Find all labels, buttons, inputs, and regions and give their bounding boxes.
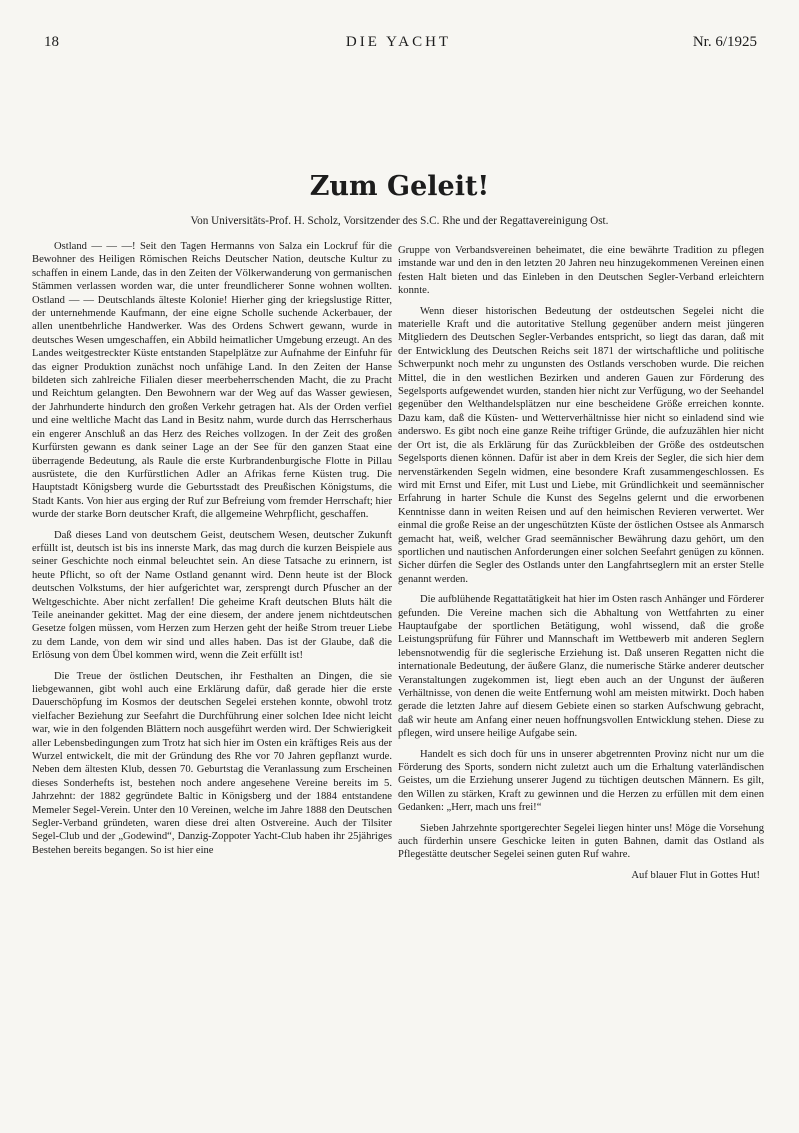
paragraph: Die aufblühende Regattatätigkeit hat hier im Osten rasch Anhänger und Förderer gefunden. Die Vereine machen sich die Abhaltung von Wettfahrten zu einer Hauptaufgabe der sportlichen Betätigung, wohl wissend, daß die große Leistungsprüfung für Führer und Mannschaft im Wettbewerb mit anderen Seglern lebensnotwendig für die seglerische Erziehung ist. Daß unseren Regatten nicht die internationale Bedeutung, der äußere Glanz, die numerische Stärke anderer deutscher Veranstaltungen zugekommen ist, liegt eben auch an der Ungunst der äußeren Verhältnisse, von denen die weite Entfernung wohl am meisten mitwirkt. Doch haben gerade die letzten Jahre auf diesem Gebiete einen so starken Aufschwung gebracht, daß wir heute am Anfang einer neuen hoffnungsvollen Entwicklung stehen. Diese zu pflegen, wird unsere heilige Aufgabe sein.	[398, 594, 764, 740]
page-number: 18	[44, 34, 59, 50]
paragraph: Die Treue der östlichen Deutschen, ihr Festhalten an Dingen, die sie liebgewannen, gibt wohl auch eine Erklärung dafür, daß gerade hier die erste Dauerschöpfung im Kosmos der deutschen Segelei erstehen konnte, obwohl trotz vielfacher Beziehung zur Seefahrt die Durchführung einer solchen Idee nicht leicht war, wie in den folgenden Blättern noch ausgeführt werden wird. Der Schwierigkeit aller Lebensbedingungen zum Trotz hat sich hier im Osten ein kräftiges Reis aus der Wurzel entwickelt, die mit der Gründung des Rhe vor 70 Jahren gepflanzt wurde. Neben dem ältesten Klub, dessen 70. Geburtstag die Veranlassung zum Erscheinen dieses Sonderhefts ist, bestehen noch andere angesehene Vereine bereits im 5. Jahrzehnt: der 1882 gegründete Baltic in Königsberg und der 1884 entstandene Memeler Segel-Verein. Unter den 10 Vereinen, welche im Jahre 1888 den Deutschen Segler-Verband gründeten, waren diese drei alten Ostvereine. Auch der Tilsiter Segel-Club und der „Godewind“, Danzig-Zoppoter Yacht-Club haben ihr 25jähriges Bestehen bereits begangen. So ist hier eine	[32, 670, 392, 856]
paragraph: Ostland — — —! Seit den Tagen Hermanns von Salza ein Lockruf für die Bewohner des Heiligen Römischen Reichs Deutscher Nation, deutsche Kultur zu schaffen in einem Lande, das in den Zeiten der Völkerwanderung von germanischen Stämmen verlassen worden war, die unter freundlicherer Sonne wohnen wollten. Ostland — — Deutschlands älteste Kolonie! Hierher ging der kriegslustige Ritter, der unternehmende Kaufmann, der eine eigne Scholle suchende Ackerbauer, der allen unentbehrliche Handwerker. Was des Ordens Schwert gewann, wurde in deutsches Wesen umgeschaffen, ein Abbild heimatlicher Umgebung erzeugt. An des Landes weitgestreckter Küste entstanden Stapelplätze zur Aufnahme der Einfuhr für das eigner Produktion zunächst noch unfähige Land. In den Zeiten der Hanse bildeten sich zahlreiche Filialen dieser meerbeherrschenden Macht, die zu Pracht und Reichtum gelangten. Den Bewohnern war der Weg auf das Wasser gewiesen, der Jahrhunderte hindurch den großen Verkehr getragen hat. Als der Orden verfiel und eine weltliche Macht das Land in Besitz nahm, wurde durch das Herrscherhaus ein engerer Anschluß an das Herz des Reiches vollzogen. In der Zeit des großen Kurfürsten gewann es dank seiner Lage an der See für den ganzen Staat eine überragende Bedeutung, als Raule die erste Kurbrandenburgische Flotte in Pillau ausrüstete, die den Kurfürstlichen Adler an Afrikas ferne Küsten trug. Die Hauptstadt Königsberg wurde die Geburtsstadt des Preußischen Königstums, die Stadt Kants. Von hier aus erging der Ruf zur Befreiung vom fremder Herrschaft; hier wurde der starke Born deutscher Kraft, die allgemeine Wehrpflicht, geschaffen.	[32, 241, 392, 521]
paragraph: Sieben Jahrzehnte sportgerechter Segelei liegen hinter uns! Möge die Vorsehung auch fürderhin unsere Geschicke leiten in guten Bahnen, damit das Ostland als Pflegestätte deutscher Segelei seinen guten Ruf wahre.	[398, 822, 764, 861]
closing-line: Auf blauer Flut in Gottes Hut!	[631, 869, 760, 881]
page-header	[40, 34, 757, 56]
right-column	[398, 244, 764, 889]
paragraph: Handelt es sich doch für uns in unserer abgetrennten Provinz nicht nur um die Förderung des Sports, sondern nicht zuletzt auch um die Erhaltung vaterländischen Geistes, um die Erziehung unserer Jugend zu tüchtigen deutschen Männern. Es gilt, den Willen zu stärken, Kraft zu gewinnen und die Herzen zu erfüllen mit dem einen Gedanken: „Herr, mach uns frei!“	[398, 748, 764, 814]
magazine-title: DIE YACHT	[345, 34, 452, 50]
article-title: Zum Geleit!	[309, 171, 490, 202]
left-column	[32, 240, 392, 864]
issue-number: Nr. 6/1925	[692, 34, 757, 50]
paragraph: Gruppe von Verbandsvereinen beheimatet, die eine bewährte Tradition zu pflegen imstande war und den in den letzten 20 Jahren neu hinzugekommenen Vereinen einen festen Halt bieten und das Einleben in den Deutschen Segler-Verband erleichtern konnte.	[398, 245, 764, 297]
paragraph: Wenn dieser historischen Bedeutung der ostdeutschen Segelei nicht die materielle Kraft und die autoritative Stellung gegenüber andern meist jüngeren Mitgliedern des Deutschen Segler-Verbandes entspricht, so liegt das daran, daß mit der Entwicklung des Deutschen Reichs seit 1871 der wirtschaftliche und politische Schwerpunkt noch mehr zu ungunsten des Ostlands verschoben wurde. Die reichen Mittel, die in den westlichen Bezirken und anderen Gauen zur Förderung des Segelsports aufgewendet wurden, standen hier nicht zur Verfügung, wo der Seehandel gegenüber den Welthandelsplätzen nur eine bescheidene Größe erreichen konnte. Dazu kam, daß die Küsten- und Wetterverhältnisse hier nicht so einladend sind wie anderswo. Es gibt noch eine ganze Reihe triftiger Gründe, die aufzuzählen hier nicht der Ort ist, die als Erklärung für das Zurückbleiben der Größe des ostdeutschen Segelsports dienen können. Dafür ist aber in dem Kreis der Segler, die sich hier dem nervenstärkenden Segeln widmen, eine besondere Kraft zusammengeschlossen. Es wird mit Ernst und Eifer, mit Lust und Liebe, mit Gründlichkeit und seemännischer Erfahrung in harter Schule die Kunst des Segelns gelernt und die erworbenen Kenntnisse dann in weiten Reisen und auf den heimischen Revieren verwertet. Wer einmal die große Reise an der ungeschützten Küste der östlichen Ostsee als Anmarsch gemacht hat, weiß, welcher Grad seemännischer Bewährung dazu gehört, um den sportlichen und nautischen Anforderungen einer solchen Seefahrt genügen zu können. Sicher dürfen die Segler des Ostlands unter den Langfahrtseglern mit an erster Stelle genannt werden.	[398, 305, 764, 585]
article-byline: Von Universitäts-Prof. H. Scholz, Vorsitzender des S.C. Rhe und der Regattavereinigung Ost.	[190, 215, 609, 227]
paragraph: Daß dieses Land von deutschem Geist, deutschem Wesen, deutscher Zukunft erfüllt ist, deutsch ist bis ins innerste Mark, das mag durch die kurzen Beispiele aus seiner Geschichte noch einmal beleuchtet sein. An diese Tatsache zu erinnern, ist heute Pflicht, so oft der Name Ostland genannt wird. Denn heute ist der Block deutschen Volkstums, der hier aufgerichtet war, zersprengt durch Pfuscher an der Weltgeschichte. Aber nicht zerfallen! Die geheime Kraft deutschen Bluts hält die Teile aneinander gekittet. Mag der eine diesem, der andere jenem nichtdeutschen Gesetze folgen müssen, vom Herzen zum Herzen geht der heiße Strom treuer Liebe zu dem Lande, von dem wir sind und alles haben. Das ist der Glaube, daß die Erlösung von dem Übel kommen wird, wenn die Zeit erfüllt ist!	[32, 529, 392, 662]
